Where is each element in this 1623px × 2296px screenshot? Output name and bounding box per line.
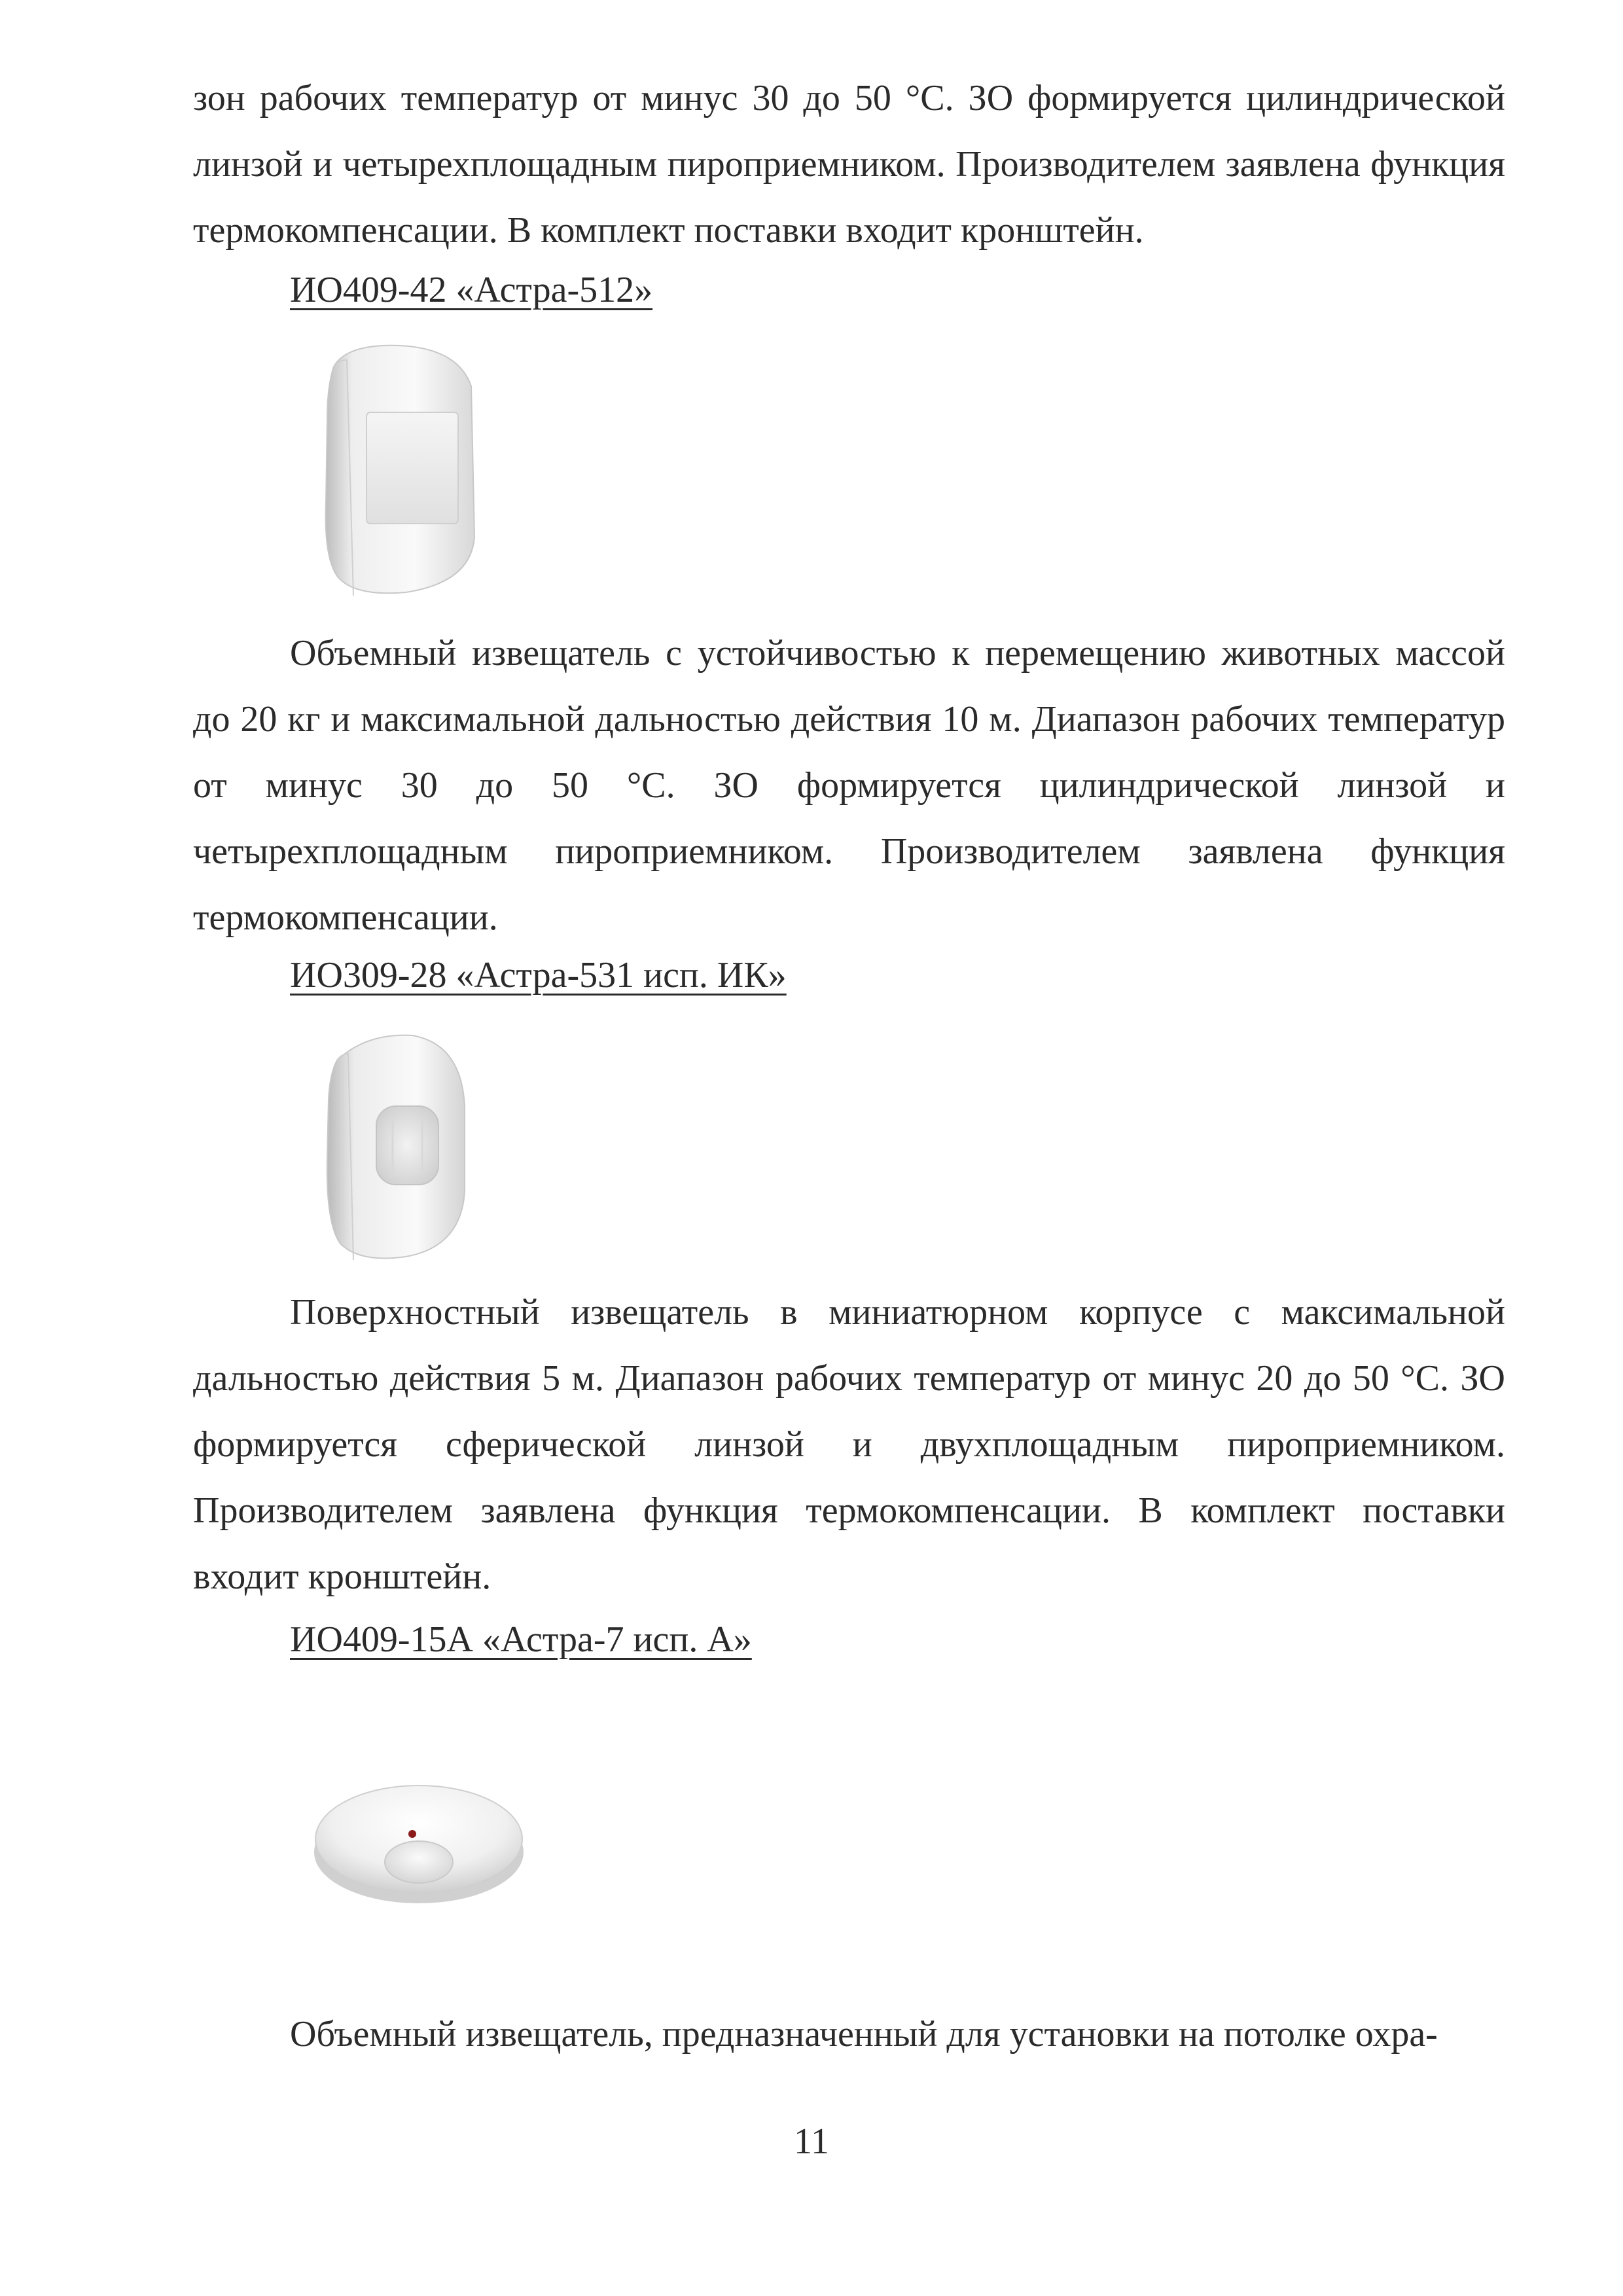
astra-531-sensor-image [308,1028,478,1270]
paragraph-astra-512: Объемный извещатель с устойчивостью к перемещению животных массой до 20 кг и максимальной дальностью действия 10 м. Диапазон рабочих температур от минус 30 до 50 °С. ЗО формируется цилиндрической линзой и четырехплощадным пироприемником. Производителем заявлена функция термокомпенсации. [193,633,1505,938]
astra-7-sensor-image [308,1761,530,1918]
heading-astra-512: ИО409-42 «Астра-512» [290,270,653,310]
heading-astra-531: ИО309-28 «Астра-531 исп. ИК» [290,955,787,996]
astra-512-sensor-image [308,340,484,602]
paragraph-astra-531: Поверхностный извещатель в миниатюрном корпусе с максимальной дальностью действия 5 м. Диапазон рабочих температур от минус 20 до 50 °С. ЗО формируется сферической линзой и двухплощадным пироприемником. Производителем заявлена функция термокомпенсации. В комплект поставки входит кронштейн. [193,1292,1505,1597]
paragraph-astra-7: Объемный извещатель, предназначенный для установки на потолке охра- [290,2014,1438,2054]
page-number: 11 [794,2121,829,2162]
heading-astra-7: ИО409-15А «Астра-7 исп. А» [290,1619,752,1660]
paragraph-continuation: зон рабочих температур от минус 30 до 50 °С. ЗО формируется цилиндрической линзой и четырехплощадным пироприемником. Производителем заявлена функция термокомпенсации. В комплект поставки входит кронштейн. [193,78,1505,251]
